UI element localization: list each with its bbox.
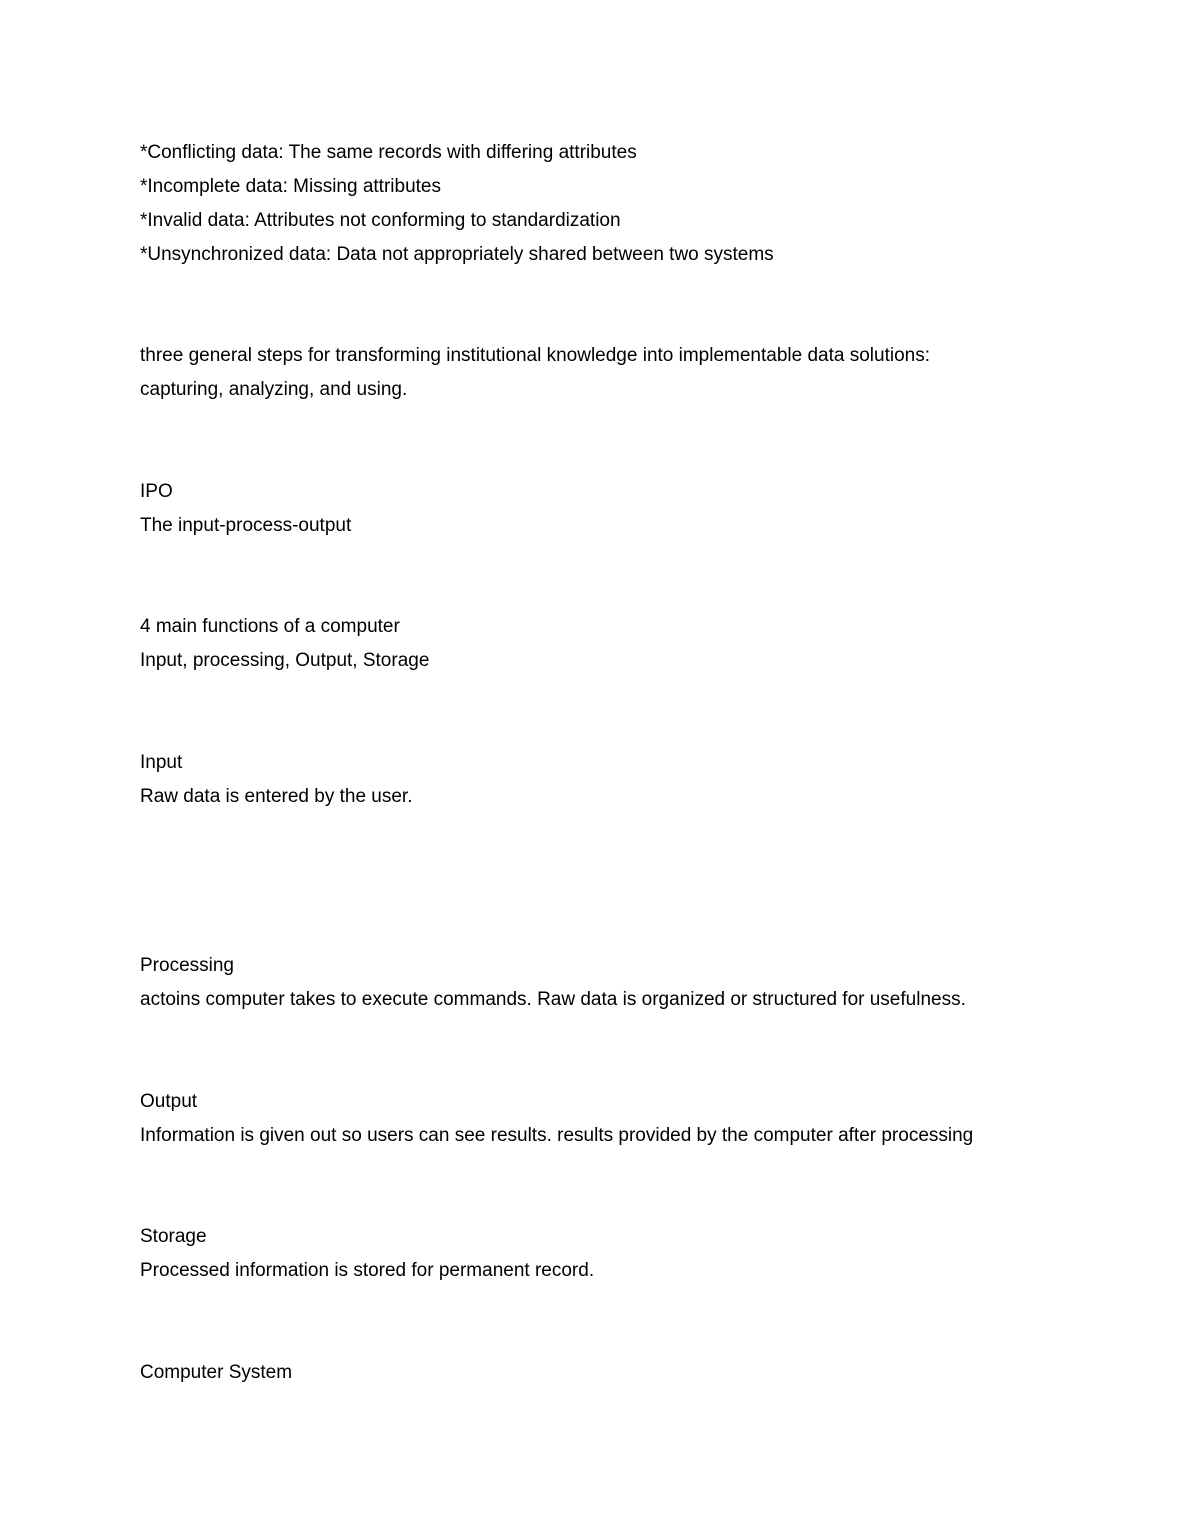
bullet-invalid-data: *Invalid data: Attributes not conforming to standardization (140, 210, 621, 231)
functions-definition: Input, processing, Output, Storage (140, 650, 430, 671)
input-definition: Raw data is entered by the user. (140, 786, 413, 807)
steps-line-2: capturing, analyzing, and using. (140, 379, 408, 400)
storage-definition: Processed information is stored for permanent record. (140, 1260, 595, 1281)
output-term: Output (140, 1091, 198, 1112)
input-term: Input (140, 752, 183, 773)
functions-term: 4 main functions of a computer (140, 616, 400, 637)
output-definition: Information is given out so users can see results. results provided by the computer after processing (140, 1125, 974, 1146)
ipo-definition: The input-process-output (140, 515, 352, 536)
ipo-term: IPO (140, 481, 173, 502)
computer-system-term: Computer System (140, 1362, 293, 1383)
bullet-unsynchronized-data: *Unsynchronized data: Data not appropriately shared between two systems (140, 244, 774, 265)
bullet-conflicting-data: *Conflicting data: The same records with differing attributes (140, 142, 637, 163)
steps-line-1: three general steps for transforming institutional knowledge into implementable data solutions: (140, 345, 931, 366)
storage-term: Storage (140, 1226, 207, 1247)
bullet-incomplete-data: *Incomplete data: Missing attributes (140, 176, 441, 197)
processing-definition: actoins computer takes to execute commands. Raw data is organized or structured for usefulness. (140, 989, 966, 1010)
processing-term: Processing (140, 955, 234, 976)
